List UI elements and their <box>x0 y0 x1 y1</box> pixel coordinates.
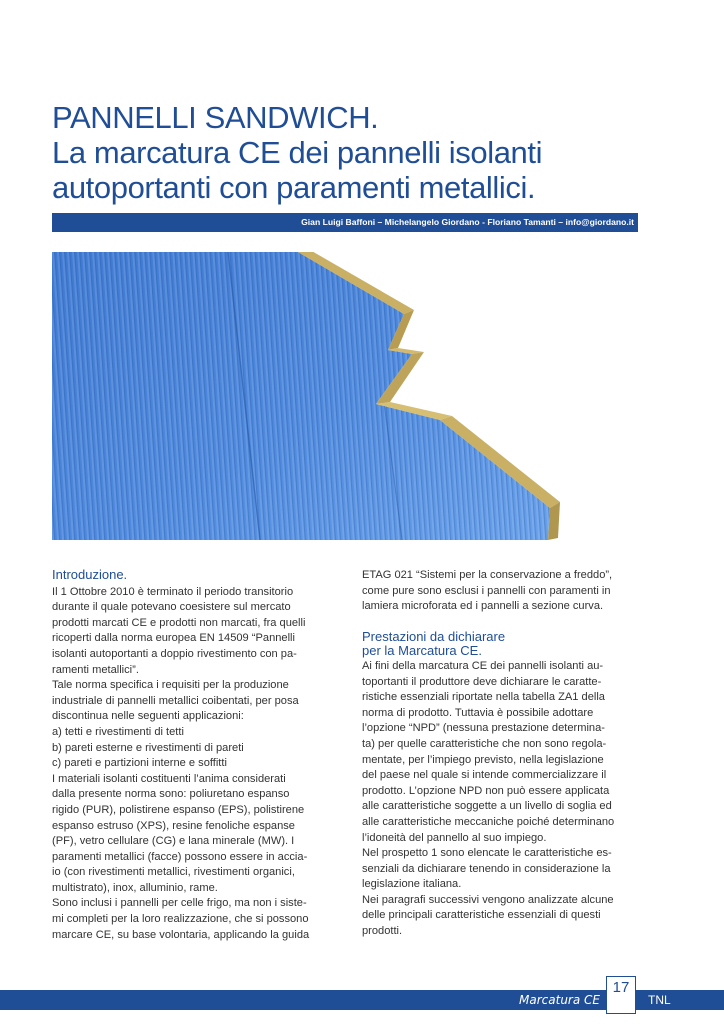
body-line: legislazione italiana. <box>362 878 462 891</box>
body-line: Sono inclusi i pannelli per celle frigo, ma non i siste- <box>52 897 307 910</box>
body-line: alle caratteristiche soggette a un livello di soglia ed <box>362 800 612 813</box>
body-line: ETAG 021 “Sistemi per la conservazione a freddo”, <box>362 569 613 581</box>
body-line: mentate, per l’impiego previsto, nella legislazione <box>362 753 604 766</box>
body-line: c) pareti e partizioni interne e soffitti <box>52 757 227 770</box>
body-line: paramenti metallici (facce) possono essere in accia- <box>52 850 308 863</box>
body-line: marcare CE, su base volontaria, applicando la guida <box>52 928 310 941</box>
body-line: a) tetti e rivestimenti di tetti <box>52 725 184 738</box>
body-line: lamiera microforata ed i pannelli a sezione curva. <box>362 600 604 613</box>
body-line: ricoperti dalla norma europea EN 14509 “Pannelli <box>52 632 295 645</box>
left-column <box>52 568 328 943</box>
footer-brand: TNL <box>648 993 671 1007</box>
body-line: Ai fini della marcatura CE dei pannelli isolanti au- <box>362 659 604 672</box>
body-line: ta) per quelle caratteristiche che non sono regola- <box>362 737 607 750</box>
body-line: Tale norma specifica i requisiti per la produzione <box>52 679 289 692</box>
right-column <box>362 568 638 940</box>
title-line-3: autoportanti con paramenti metallici. <box>52 170 536 205</box>
body-line: espanso estruso (XPS), resine fenoliche espanse <box>52 819 295 832</box>
body-line: industriale di pannelli metallici coibentati, per posa <box>52 694 299 707</box>
footer-section-label: Marcatura CE <box>519 993 600 1007</box>
body-line: durante il quale potevano coesistere sul mercato <box>52 601 291 614</box>
body-line: ristiche essenziali riportate nella tabella ZA1 della <box>362 691 605 704</box>
body-line: Il 1 Ottobre 2010 è terminato il periodo transitorio <box>52 585 294 598</box>
body-line: dalla presente norma sono: poliuretano espanso <box>52 788 290 801</box>
author-byline: Gian Luigi Baffoni – Michelangelo Giordano - Floriano Tamanti – info@giordano.it <box>52 213 638 232</box>
prestazioni-heading-line-2: per la Marcatura CE. <box>362 643 482 659</box>
intro-heading: Introduzione. <box>52 567 128 582</box>
prestazioni-heading <box>362 630 638 659</box>
body-line: isolanti autoportanti a doppio rivestimento con pa- <box>52 647 297 660</box>
body-line: alle caratteristiche meccaniche poiché determinano <box>362 815 615 828</box>
prestazioni-heading-line-1: Prestazioni da dichiarare <box>362 628 506 644</box>
body-line: norma di prodotto. Tuttavia è possibile adottare <box>362 706 594 719</box>
body-line: toportanti il produttore deve dichiarare le caratte- <box>362 675 602 688</box>
body-line: delle principali caratteristiche essenziali di questi <box>362 909 601 922</box>
sandwich-panel-photo <box>52 252 638 540</box>
body-line: senziali da dichiarare tenendo in considerazione la <box>362 862 611 875</box>
article-title <box>52 100 672 205</box>
page-number: 17 <box>612 979 630 996</box>
body-line: multistrato), inox, alluminio, rame. <box>52 881 218 894</box>
body-line: I materiali isolanti costituenti l’anima considerati <box>52 772 286 785</box>
body-line: Nei paragrafi successivi vengono analizzate alcune <box>362 893 614 906</box>
body-line: come pure sono esclusi i pannelli con paramenti in <box>362 584 611 597</box>
body-line: ramenti metallici”. <box>52 663 139 676</box>
body-line: (PF), vetro cellulare (CG) e lana minerale (MW). I <box>52 835 295 848</box>
body-line: prodotto. L’opzione NPD non può essere applicata <box>362 784 610 797</box>
body-line: b) pareti esterne e rivestimenti di pareti <box>52 741 244 754</box>
body-line: Nel prospetto 1 sono elencate le caratteristiche es- <box>362 847 612 860</box>
body-line: l’opzione “NPD” (nessuna prestazione determina- <box>362 722 605 735</box>
body-line: l’idoneità del pannello al suo impiego. <box>362 831 547 844</box>
body-line: rigido (PUR), polistirene espanso (EPS), polistirene <box>52 803 305 816</box>
title-line-1: PANNELLI SANDWICH. <box>52 100 379 135</box>
body-line: prodotti. <box>362 925 403 938</box>
body-line: mi completi per la loro realizzazione, che si possono <box>52 913 309 926</box>
body-line: discontinua nelle seguenti applicazioni: <box>52 710 244 723</box>
title-line-2: La marcatura CE dei pannelli isolanti <box>52 135 543 170</box>
page-number-box <box>606 976 636 1014</box>
body-line: prodotti marcati CE e prodotti non marcati, fra quelli <box>52 616 306 629</box>
body-line: del paese nel quale si intende commercializzare il <box>362 769 607 782</box>
body-line: io (con rivestimenti metallici, rivestimenti organici, <box>52 866 295 879</box>
